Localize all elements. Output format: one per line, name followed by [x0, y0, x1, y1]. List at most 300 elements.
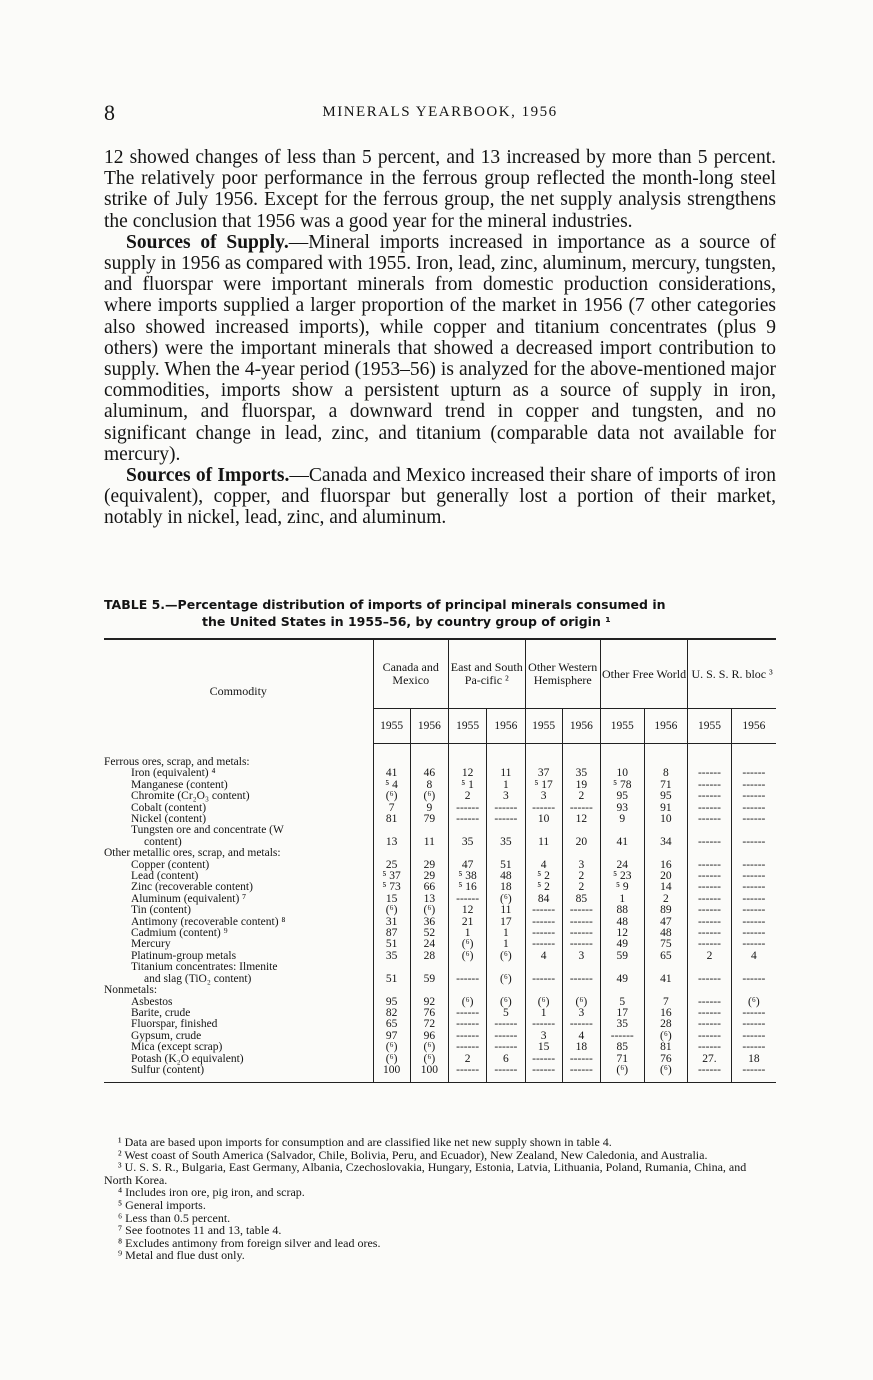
- percentage-cell: 35: [487, 837, 525, 848]
- percentage-cell: ------: [525, 928, 562, 939]
- table-row: [104, 894, 776, 905]
- table-row: [104, 1008, 776, 1019]
- percentage-cell: 79: [410, 814, 448, 825]
- column-header-group: U. S. S. R. bloc ³: [688, 639, 776, 709]
- percentage-cell: 11: [525, 837, 562, 848]
- percentage-cell: 24: [410, 939, 448, 950]
- percentage-cell: (⁶): [410, 1042, 448, 1053]
- percentage-cell: ------: [688, 791, 732, 802]
- percentage-cell: [410, 848, 448, 859]
- percentage-cell: 47: [448, 860, 486, 871]
- percentage-cell: ------: [688, 780, 732, 791]
- percentage-cell: [731, 848, 776, 859]
- percentage-cell: 87: [373, 928, 410, 939]
- table-row: [104, 814, 776, 825]
- percentage-cell: 35: [600, 1019, 644, 1030]
- percentage-cell: 10: [525, 814, 562, 825]
- percentage-cell: ------: [688, 768, 732, 779]
- percentage-cell: 48: [487, 871, 525, 882]
- year-header: 1955: [688, 709, 732, 744]
- column-header-commodity: Commodity: [104, 639, 373, 744]
- percentage-cell: (⁶): [525, 997, 562, 1008]
- percentage-cell: ------: [688, 974, 732, 985]
- commodity-name: Manganese (content): [131, 779, 228, 791]
- percentage-cell: [448, 744, 486, 769]
- percentage-cell: ------: [448, 1042, 486, 1053]
- percentage-cell: [448, 985, 486, 996]
- percentage-cell: 96: [410, 1031, 448, 1042]
- percentage-cell: [731, 985, 776, 996]
- commodity-name: Sulfur (content): [104, 1065, 373, 1083]
- percentage-cell: 18: [487, 882, 525, 893]
- percentage-cell: (⁶): [487, 951, 525, 962]
- percentage-cell: (⁶): [373, 1042, 410, 1053]
- paragraph-text: —Canada and Mexico increased their share of imports of iron (equivalent), copper, and fluorspar but generally lost a portion of their market, notably in nickel, lead, zinc, and aluminum.: [104, 465, 776, 529]
- percentage-cell: 4: [562, 1031, 600, 1042]
- imports-table: [104, 638, 776, 1083]
- percentage-cell: 47: [644, 917, 688, 928]
- percentage-cell: 51: [487, 860, 525, 871]
- page-header: [104, 100, 776, 130]
- commodity-name: Tungsten ore and concentrate (W: [131, 825, 284, 837]
- percentage-cell: [644, 744, 688, 769]
- percentage-cell: (⁶): [487, 997, 525, 1008]
- percentage-cell: ------: [688, 917, 732, 928]
- percentage-cell: [600, 985, 644, 996]
- commodity-name: Fluorspar, finished: [131, 1019, 218, 1031]
- percentage-cell: ------: [562, 1065, 600, 1083]
- percentage-cell: ------: [600, 1031, 644, 1042]
- percentage-cell: ------: [487, 814, 525, 825]
- table-row: [104, 768, 776, 779]
- percentage-cell: ------: [487, 1019, 525, 1030]
- percentage-cell: [525, 744, 562, 769]
- percentage-cell: 15: [373, 894, 410, 905]
- percentage-cell: (⁶): [373, 791, 410, 802]
- percentage-cell: [688, 985, 732, 996]
- percentage-cell: [410, 962, 448, 973]
- table-row: [104, 848, 776, 859]
- percentage-cell: 18: [562, 1042, 600, 1053]
- percentage-cell: 12: [448, 905, 486, 916]
- table-row: [104, 928, 776, 939]
- percentage-cell: 7: [644, 997, 688, 1008]
- table-row: [104, 882, 776, 893]
- percentage-cell: ------: [525, 1065, 562, 1083]
- percentage-cell: ------: [562, 974, 600, 985]
- percentage-cell: 2: [688, 951, 732, 962]
- percentage-cell: ------: [731, 882, 776, 893]
- percentage-cell: ------: [448, 814, 486, 825]
- commodity-name: Platinum-group metals: [131, 950, 237, 962]
- percentage-cell: ------: [731, 939, 776, 950]
- percentage-cell: 1: [448, 928, 486, 939]
- commodity-name: Copper (content): [131, 859, 210, 871]
- percentage-cell: [688, 848, 732, 859]
- percentage-cell: 51: [373, 939, 410, 950]
- footnote: ⁷ See footnotes 11 and 13, table 4.: [118, 1223, 282, 1238]
- percentage-cell: ------: [448, 1019, 486, 1030]
- percentage-cell: [410, 744, 448, 769]
- percentage-cell: ------: [487, 1042, 525, 1053]
- percentage-cell: ------: [525, 803, 562, 814]
- percentage-cell: (⁶): [731, 997, 776, 1008]
- percentage-cell: 3: [562, 951, 600, 962]
- percentage-cell: (⁶): [410, 791, 448, 802]
- percentage-cell: (⁶): [600, 1065, 644, 1083]
- percentage-cell: ------: [688, 882, 732, 893]
- percentage-cell: ------: [448, 1031, 486, 1042]
- table-caption: [104, 596, 776, 630]
- percentage-cell: 16: [644, 1008, 688, 1019]
- percentage-cell: (⁶): [410, 905, 448, 916]
- percentage-cell: ------: [448, 803, 486, 814]
- table-caption-line-2: the United States in 1955–56, by country group of origin ¹: [202, 614, 611, 629]
- percentage-cell: 10: [600, 768, 644, 779]
- percentage-cell: 20: [644, 871, 688, 882]
- percentage-cell: [487, 985, 525, 996]
- percentage-cell: ------: [688, 928, 732, 939]
- percentage-cell: 49: [600, 939, 644, 950]
- table-row: [104, 997, 776, 1008]
- percentage-cell: ------: [731, 1065, 776, 1083]
- percentage-cell: ------: [731, 1008, 776, 1019]
- percentage-cell: ------: [731, 871, 776, 882]
- percentage-cell: ------: [688, 905, 732, 916]
- percentage-cell: ------: [487, 1031, 525, 1042]
- percentage-cell: 25: [373, 860, 410, 871]
- percentage-cell: 11: [487, 768, 525, 779]
- percentage-cell: [373, 744, 410, 769]
- percentage-cell: ------: [688, 1065, 732, 1083]
- commodity-name: Potash (K₂O equivalent): [131, 1053, 244, 1065]
- table-row: [104, 1042, 776, 1053]
- percentage-cell: ------: [688, 814, 732, 825]
- percentage-cell: 5: [487, 1008, 525, 1019]
- table-row: [104, 803, 776, 814]
- percentage-cell: [562, 744, 600, 769]
- percentage-cell: [373, 962, 410, 973]
- commodity-name: Ferrous ores, scrap, and metals:: [104, 755, 250, 768]
- percentage-cell: 81: [373, 814, 410, 825]
- percentage-cell: ⁵ 73: [373, 882, 410, 893]
- paragraph-text: —Mineral imports increased in importance as a source of supply in 1956 as compared with 1955. Iron, lead, zinc, aluminum, mercury, tungsten, and fluorspar were important minerals from domestic production considerations, where imports supplied a larger proportion of the market in 1956 (7 other categories also showed increased imports), while copper and titanium concentrates (plus 9 others) were the important minerals that showed a decreased import contribution to supply. When the 4-year period (1953–56) is analyzed for the above-mentioned major commodities, imports show a persistent upturn as a source of supply in iron, aluminum, and fluorspar, a downward trend in copper and tungsten, and no significant change in lead, zinc, and titanium (comparable data not available for mercury).: [104, 231, 776, 465]
- percentage-cell: 14: [644, 882, 688, 893]
- commodity-name: Nonmetals:: [104, 985, 158, 997]
- year-header: 1956: [487, 709, 525, 744]
- percentage-cell: 71: [600, 1054, 644, 1065]
- percentage-cell: 20: [562, 837, 600, 848]
- percentage-cell: 46: [410, 768, 448, 779]
- percentage-cell: 95: [373, 997, 410, 1008]
- commodity-name: Antimony (recoverable content) ⁸: [131, 916, 286, 928]
- percentage-cell: 8: [644, 768, 688, 779]
- percentage-cell: 93: [600, 803, 644, 814]
- percentage-cell: [600, 848, 644, 859]
- percentage-cell: 21: [448, 917, 486, 928]
- year-header: 1956: [562, 709, 600, 744]
- table-row: [104, 1065, 776, 1083]
- percentage-cell: ------: [487, 1065, 525, 1083]
- percentage-cell: 36: [410, 917, 448, 928]
- percentage-cell: [731, 962, 776, 973]
- percentage-cell: 13: [373, 837, 410, 848]
- table-caption-line-1: TABLE 5.—Percentage distribution of imports of principal minerals consumed in: [104, 597, 666, 612]
- percentage-cell: ------: [525, 917, 562, 928]
- paragraph-sources-of-supply: [104, 232, 776, 465]
- percentage-cell: ------: [525, 905, 562, 916]
- percentage-cell: 4: [525, 860, 562, 871]
- commodity-name: content): [144, 836, 182, 848]
- table-row: [104, 1054, 776, 1065]
- percentage-cell: [487, 962, 525, 973]
- percentage-cell: 10: [644, 814, 688, 825]
- commodity-name: Titanium concentrates: Ilmenite: [131, 962, 278, 974]
- percentage-cell: 12: [562, 814, 600, 825]
- percentage-cell: ------: [688, 1019, 732, 1030]
- percentage-cell: [644, 848, 688, 859]
- percentage-cell: ------: [731, 917, 776, 928]
- commodity-name: Tin (content): [131, 905, 191, 917]
- percentage-cell: ⁵ 17: [525, 780, 562, 791]
- percentage-cell: ------: [448, 1008, 486, 1019]
- percentage-cell: ------: [562, 1054, 600, 1065]
- percentage-cell: [562, 962, 600, 973]
- percentage-cell: ⁵ 9: [600, 882, 644, 893]
- year-header: 1955: [448, 709, 486, 744]
- percentage-cell: ------: [688, 803, 732, 814]
- paragraph-heading: Sources of Supply.: [126, 231, 289, 253]
- percentage-cell: (⁶): [373, 905, 410, 916]
- percentage-cell: 2: [562, 871, 600, 882]
- percentage-cell: [688, 962, 732, 973]
- commodity-name: Chromite (Cr₂O₃ content): [131, 791, 250, 803]
- table-row: [104, 985, 776, 996]
- percentage-cell: ------: [731, 1031, 776, 1042]
- percentage-cell: 92: [410, 997, 448, 1008]
- percentage-cell: 3: [525, 1031, 562, 1042]
- commodity-name: Mercury: [131, 939, 171, 951]
- year-header: 1955: [600, 709, 644, 744]
- percentage-cell: (⁶): [562, 997, 600, 1008]
- percentage-cell: 29: [410, 871, 448, 882]
- percentage-cell: 72: [410, 1019, 448, 1030]
- footnote: ³ U. S. S. R., Bulgaria, East Germany, Albania, Czechoslovakia, Hungary, Estonia, Latvia, Lithuania, Poland, Rumania, China, and North Korea.: [104, 1160, 747, 1187]
- commodity-name: Cobalt (content): [131, 802, 207, 814]
- commodity-name: and slag (TiO₂ content): [144, 973, 252, 985]
- percentage-cell: ------: [731, 1019, 776, 1030]
- percentage-cell: 65: [644, 951, 688, 962]
- percentage-cell: ------: [731, 768, 776, 779]
- percentage-cell: 37: [525, 768, 562, 779]
- commodity-name: Barite, crude: [131, 1007, 191, 1019]
- footnote: ⁹ Metal and flue dust only.: [118, 1248, 245, 1263]
- percentage-cell: ⁵ 78: [600, 780, 644, 791]
- percentage-cell: (⁶): [410, 1054, 448, 1065]
- percentage-cell: 1: [487, 780, 525, 791]
- commodity-name: Mica (except scrap): [131, 1042, 223, 1054]
- percentage-cell: 11: [487, 905, 525, 916]
- table-row: [104, 744, 776, 769]
- percentage-cell: ------: [731, 1042, 776, 1053]
- commodity-name: Other metallic ores, scrap, and metals:: [104, 848, 281, 860]
- percentage-cell: ------: [731, 803, 776, 814]
- percentage-cell: 91: [644, 803, 688, 814]
- commodity-name: Cadmium (content) ⁹: [131, 928, 228, 940]
- percentage-cell: 1: [600, 894, 644, 905]
- percentage-cell: ------: [731, 928, 776, 939]
- percentage-cell: ------: [487, 803, 525, 814]
- percentage-cell: ------: [562, 905, 600, 916]
- percentage-cell: 65: [373, 1019, 410, 1030]
- percentage-cell: ------: [525, 939, 562, 950]
- percentage-cell: ------: [562, 928, 600, 939]
- percentage-cell: 48: [600, 917, 644, 928]
- percentage-cell: 29: [410, 860, 448, 871]
- percentage-cell: ------: [731, 894, 776, 905]
- percentage-cell: 76: [410, 1008, 448, 1019]
- percentage-cell: 88: [600, 905, 644, 916]
- footnotes: [104, 1136, 776, 1262]
- percentage-cell: (⁶): [448, 951, 486, 962]
- percentage-cell: 85: [562, 894, 600, 905]
- percentage-cell: 59: [600, 951, 644, 962]
- percentage-cell: ------: [448, 1065, 486, 1083]
- percentage-cell: 16: [644, 860, 688, 871]
- percentage-cell: [410, 985, 448, 996]
- percentage-cell: 3: [562, 1008, 600, 1019]
- year-header: 1955: [373, 709, 410, 744]
- percentage-cell: 19: [562, 780, 600, 791]
- percentage-cell: 59: [410, 974, 448, 985]
- year-header: 1955: [525, 709, 562, 744]
- column-header-group: Other Western Hemisphere: [525, 639, 600, 709]
- percentage-cell: [644, 985, 688, 996]
- percentage-cell: 81: [644, 1042, 688, 1053]
- percentage-cell: 89: [644, 905, 688, 916]
- table-row: [104, 962, 776, 973]
- commodity-name: Aluminum (equivalent) ⁷: [131, 893, 247, 905]
- commodity-name: Asbestos: [131, 996, 173, 1008]
- percentage-cell: 1: [487, 939, 525, 950]
- percentage-cell: 9: [410, 803, 448, 814]
- percentage-cell: [487, 848, 525, 859]
- percentage-cell: [644, 962, 688, 973]
- year-header: 1956: [731, 709, 776, 744]
- column-header-group: Canada and Mexico: [373, 639, 448, 709]
- percentage-cell: (⁶): [487, 894, 525, 905]
- percentage-cell: 17: [487, 917, 525, 928]
- percentage-cell: 1: [525, 1008, 562, 1019]
- percentage-cell: 34: [644, 837, 688, 848]
- percentage-cell: 76: [644, 1054, 688, 1065]
- percentage-cell: 66: [410, 882, 448, 893]
- percentage-cell: 84: [525, 894, 562, 905]
- table-row: [104, 1019, 776, 1030]
- table-row: [104, 871, 776, 882]
- percentage-cell: 41: [644, 974, 688, 985]
- table-body: [104, 744, 776, 1083]
- percentage-cell: 85: [600, 1042, 644, 1053]
- percentage-cell: 2: [562, 882, 600, 893]
- percentage-cell: (⁶): [373, 1054, 410, 1065]
- percentage-cell: [525, 962, 562, 973]
- table-row: [104, 974, 776, 985]
- percentage-cell: ⁵ 23: [600, 871, 644, 882]
- footnote: ⁵ General imports.: [118, 1197, 206, 1212]
- percentage-cell: 13: [410, 894, 448, 905]
- table-row: [104, 951, 776, 962]
- percentage-cell: ⁵ 2: [525, 871, 562, 882]
- table-row: [104, 791, 776, 802]
- percentage-cell: ------: [562, 803, 600, 814]
- commodity-name: Gypsum, crude: [131, 1030, 202, 1042]
- percentage-cell: ------: [731, 837, 776, 848]
- percentage-cell: 12: [600, 928, 644, 939]
- percentage-cell: ------: [688, 837, 732, 848]
- commodity-name: Lead (content): [131, 871, 199, 883]
- commodity-name: Nickel (content): [131, 814, 207, 826]
- percentage-cell: 5: [600, 997, 644, 1008]
- percentage-cell: 48: [644, 928, 688, 939]
- percentage-cell: 2: [644, 894, 688, 905]
- percentage-cell: 3: [562, 860, 600, 871]
- footnote: ⁶ Less than 0.5 percent.: [118, 1210, 231, 1225]
- percentage-cell: (⁶): [644, 1031, 688, 1042]
- percentage-cell: (⁶): [487, 974, 525, 985]
- footnote: ¹ Data are based upon imports for consumption and are classified like net new supply shown in table 4.: [118, 1135, 612, 1149]
- percentage-cell: (⁶): [644, 1065, 688, 1083]
- percentage-cell: 12: [448, 768, 486, 779]
- percentage-cell: 52: [410, 928, 448, 939]
- percentage-cell: ------: [448, 894, 486, 905]
- table-row: [104, 905, 776, 916]
- table-row: [104, 837, 776, 848]
- percentage-cell: 97: [373, 1031, 410, 1042]
- percentage-cell: ------: [731, 814, 776, 825]
- percentage-cell: 4: [525, 951, 562, 962]
- percentage-cell: 7: [373, 803, 410, 814]
- percentage-cell: 2: [448, 1054, 486, 1065]
- column-header-group: Other Free World: [600, 639, 687, 709]
- percentage-cell: 6: [487, 1054, 525, 1065]
- running-head: MINERALS YEARBOOK, 1956: [322, 104, 558, 120]
- percentage-cell: (⁶): [448, 939, 486, 950]
- body-text: [104, 147, 776, 529]
- percentage-cell: 49: [600, 974, 644, 985]
- percentage-cell: ------: [688, 1008, 732, 1019]
- percentage-cell: 35: [448, 837, 486, 848]
- percentage-cell: 51: [373, 974, 410, 985]
- percentage-cell: [448, 848, 486, 859]
- percentage-cell: [487, 744, 525, 769]
- percentage-cell: 75: [644, 939, 688, 950]
- percentage-cell: ------: [731, 905, 776, 916]
- percentage-cell: 35: [562, 768, 600, 779]
- percentage-cell: ------: [688, 997, 732, 1008]
- percentage-cell: ------: [562, 917, 600, 928]
- percentage-cell: 28: [644, 1019, 688, 1030]
- percentage-cell: 95: [600, 791, 644, 802]
- paragraph-1: 12 showed changes of less than 5 percent, and 13 increased by more than 5 percent. The relatively poor performance in the ferrous group reflected the month-long steel strike of July 1956. Except for the ferrous group, the net supply analysis strengthens the conclusion that 1956 was a good year for the mineral industries.: [104, 147, 776, 232]
- percentage-cell: [600, 962, 644, 973]
- percentage-cell: ------: [688, 860, 732, 871]
- year-header: 1956: [644, 709, 688, 744]
- percentage-cell: 35: [373, 951, 410, 962]
- table-row: [104, 825, 776, 836]
- percentage-cell: ------: [688, 894, 732, 905]
- table-row: [104, 860, 776, 871]
